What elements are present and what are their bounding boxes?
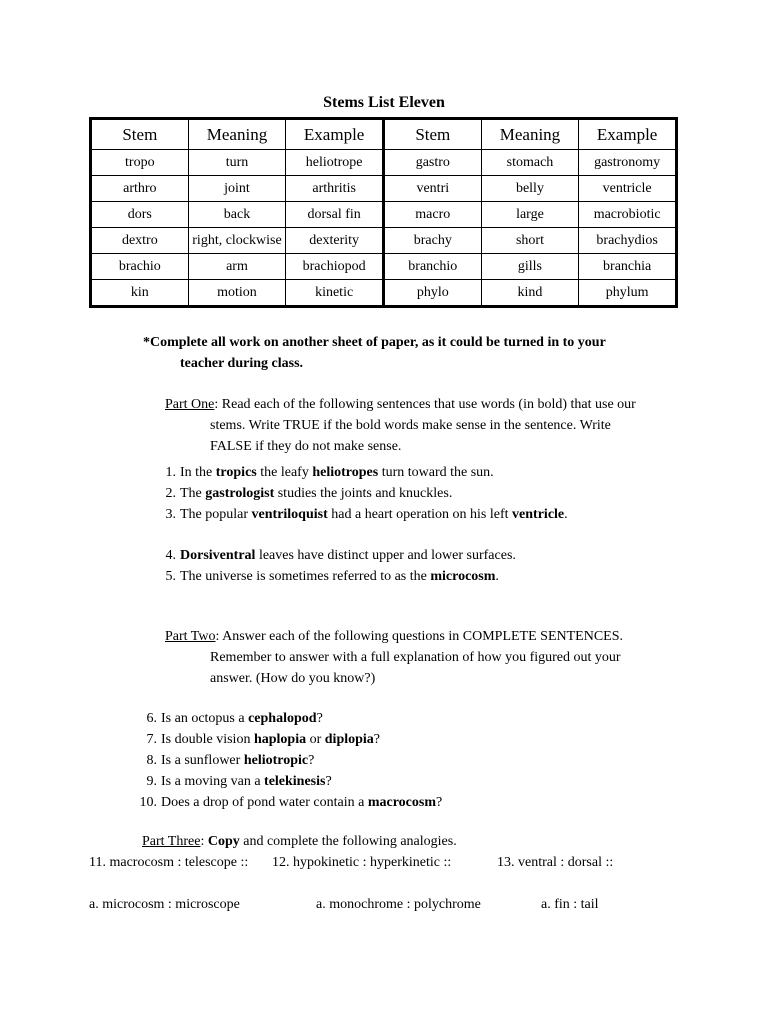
table-cell: kin <box>91 280 189 307</box>
part-one-item <box>156 548 516 564</box>
item-text: The popular <box>180 507 252 522</box>
item-text: ? <box>373 732 381 747</box>
analogy-11-option-a: a. microcosm : microscope <box>89 897 240 912</box>
part-two-item <box>137 711 323 727</box>
part-two-line2: Remember to answer with a full explanation of how you figured out your <box>210 650 621 665</box>
table-cell: arthro <box>91 176 189 202</box>
header-stem: Stem <box>91 119 189 150</box>
item-number: 1. <box>165 465 176 480</box>
table-cell: turn <box>188 150 286 176</box>
item-number: 6. <box>146 711 157 726</box>
table-cell: joint <box>188 176 286 202</box>
table-row <box>91 176 677 202</box>
table-row <box>91 228 677 254</box>
stem-word: haplopia <box>253 732 307 747</box>
stem-word: Dorsiventral <box>180 548 256 563</box>
table-cell: gastro <box>383 150 481 176</box>
item-number: 2. <box>165 486 176 501</box>
stem-word: ventriloquist <box>251 507 328 522</box>
analogy-12-option-a: a. monochrome : polychrome <box>316 897 481 912</box>
item-text: ? <box>436 795 443 810</box>
item-text: or <box>306 732 325 747</box>
stem-word: heliotropes <box>312 465 379 480</box>
analogy-13-option-a: a. fin : tail <box>541 897 599 912</box>
table-row <box>91 254 677 280</box>
table-cell: right, clockwise <box>188 228 286 254</box>
item-text: studies the joints and knuckles. <box>274 486 453 501</box>
instruction-note-line1: *Complete all work on another sheet of paper, as it could be turned in to your <box>143 335 606 350</box>
table-cell: belly <box>481 176 579 202</box>
item-text: Is a moving van a <box>161 774 265 789</box>
page-title: Stems List Eleven <box>323 94 445 111</box>
part-one-text: : Read each of the following sentences that use words (in bold) that use our <box>214 397 636 412</box>
table-row <box>91 202 677 228</box>
analogy-13: 13. ventral : dorsal :: <box>497 855 614 870</box>
table-cell: back <box>188 202 286 228</box>
stem-word: microcosm <box>430 569 496 584</box>
instruction-note-line2: teacher during class. <box>180 356 304 371</box>
table-cell: phylum <box>579 280 677 307</box>
part-one-item <box>156 465 494 481</box>
item-text: In the <box>180 465 216 480</box>
item-text: The <box>180 486 206 501</box>
part-two-item <box>137 732 380 748</box>
part-three-heading: Part Three <box>142 834 201 849</box>
table-cell: ventri <box>383 176 481 202</box>
item-number: 8. <box>146 753 157 768</box>
stem-word: heliotropic <box>243 753 309 768</box>
stem-word: macrocosm <box>367 795 436 810</box>
stem-word: cephalopod <box>248 711 317 726</box>
item-text: Is double vision <box>161 732 254 747</box>
item-text: ? <box>325 774 332 789</box>
header-example: Example <box>579 119 677 150</box>
item-text: turn toward the sun. <box>378 465 494 480</box>
stem-word: tropics <box>215 465 257 480</box>
part-one-heading: Part One <box>165 397 215 412</box>
part-two-text: : Answer each of the following questions in COMPLETE SENTENCES. <box>215 629 624 644</box>
part-three-colon: : <box>200 834 208 849</box>
part-two-item <box>137 774 332 790</box>
part-two-item <box>137 753 314 769</box>
stem-word: ventricle <box>512 507 565 522</box>
part-three-intro <box>142 834 457 850</box>
item-text: . <box>564 507 568 522</box>
table-cell: dextro <box>91 228 189 254</box>
part-three-copy: Copy <box>207 834 240 849</box>
table-cell: branchio <box>383 254 481 280</box>
stem-word: diplopia <box>324 732 374 747</box>
table-cell: brachydios <box>579 228 677 254</box>
table-cell: brachio <box>91 254 189 280</box>
item-number: 4. <box>165 548 176 563</box>
part-one-intro <box>165 397 636 413</box>
table-cell: phylo <box>383 280 481 307</box>
item-text: the leafy <box>256 465 313 480</box>
part-one-item <box>156 507 568 523</box>
item-number: 9. <box>146 774 157 789</box>
table-header-row <box>91 119 677 150</box>
table-cell: short <box>481 228 579 254</box>
item-text: Is a sunflower <box>161 753 244 768</box>
part-one-line2: stems. Write TRUE if the bold words make sense in the sentence. Write <box>210 418 611 433</box>
part-one-item <box>156 569 499 585</box>
item-number: 7. <box>146 732 157 747</box>
item-number: 10. <box>139 795 157 810</box>
part-three-text: and complete the following analogies. <box>239 834 457 849</box>
table-cell: dorsal fin <box>286 202 384 228</box>
item-text: ? <box>308 753 315 768</box>
table-cell: arthritis <box>286 176 384 202</box>
table-row <box>91 150 677 176</box>
stems-table <box>89 117 678 308</box>
table-cell: motion <box>188 280 286 307</box>
table-cell: branchia <box>579 254 677 280</box>
table-cell: arm <box>188 254 286 280</box>
part-two-intro <box>165 629 623 645</box>
stem-word: telekinesis <box>264 774 326 789</box>
part-one-line3: FALSE if they do not make sense. <box>210 439 402 454</box>
table-cell: kind <box>481 280 579 307</box>
part-two-heading: Part Two <box>165 629 216 644</box>
item-text: leaves have distinct upper and lower surfaces. <box>255 548 516 563</box>
stem-word: gastrologist <box>205 486 275 501</box>
item-text: ? <box>316 711 323 726</box>
part-one-item <box>156 486 452 502</box>
header-meaning: Meaning <box>481 119 579 150</box>
table-cell: macro <box>383 202 481 228</box>
item-text: The universe is sometimes referred to as the <box>180 569 431 584</box>
table-cell: gills <box>481 254 579 280</box>
header-example: Example <box>286 119 384 150</box>
table-row <box>91 280 677 307</box>
item-text: Is an octopus a <box>161 711 249 726</box>
header-meaning: Meaning <box>188 119 286 150</box>
table-cell: ventricle <box>579 176 677 202</box>
item-number: 3. <box>165 507 176 522</box>
table-cell: stomach <box>481 150 579 176</box>
table-cell: large <box>481 202 579 228</box>
table-cell: brachiopod <box>286 254 384 280</box>
item-text: . <box>495 569 499 584</box>
analogy-11: 11. macrocosm : telescope :: <box>89 855 249 870</box>
part-two-item <box>137 795 442 811</box>
item-text: Does a drop of pond water contain a <box>161 795 368 810</box>
item-number: 5. <box>165 569 176 584</box>
table-cell: dors <box>91 202 189 228</box>
part-two-line3: answer. (How do you know?) <box>210 671 376 686</box>
table-cell: heliotrope <box>286 150 384 176</box>
table-cell: dexterity <box>286 228 384 254</box>
header-stem: Stem <box>383 119 481 150</box>
table-cell: brachy <box>383 228 481 254</box>
table-cell: gastronomy <box>579 150 677 176</box>
table-cell: kinetic <box>286 280 384 307</box>
table-cell: tropo <box>91 150 189 176</box>
item-text: had a heart operation on his left <box>327 507 513 522</box>
analogy-12: 12. hypokinetic : hyperkinetic :: <box>272 855 452 870</box>
table-cell: macrobiotic <box>579 202 677 228</box>
